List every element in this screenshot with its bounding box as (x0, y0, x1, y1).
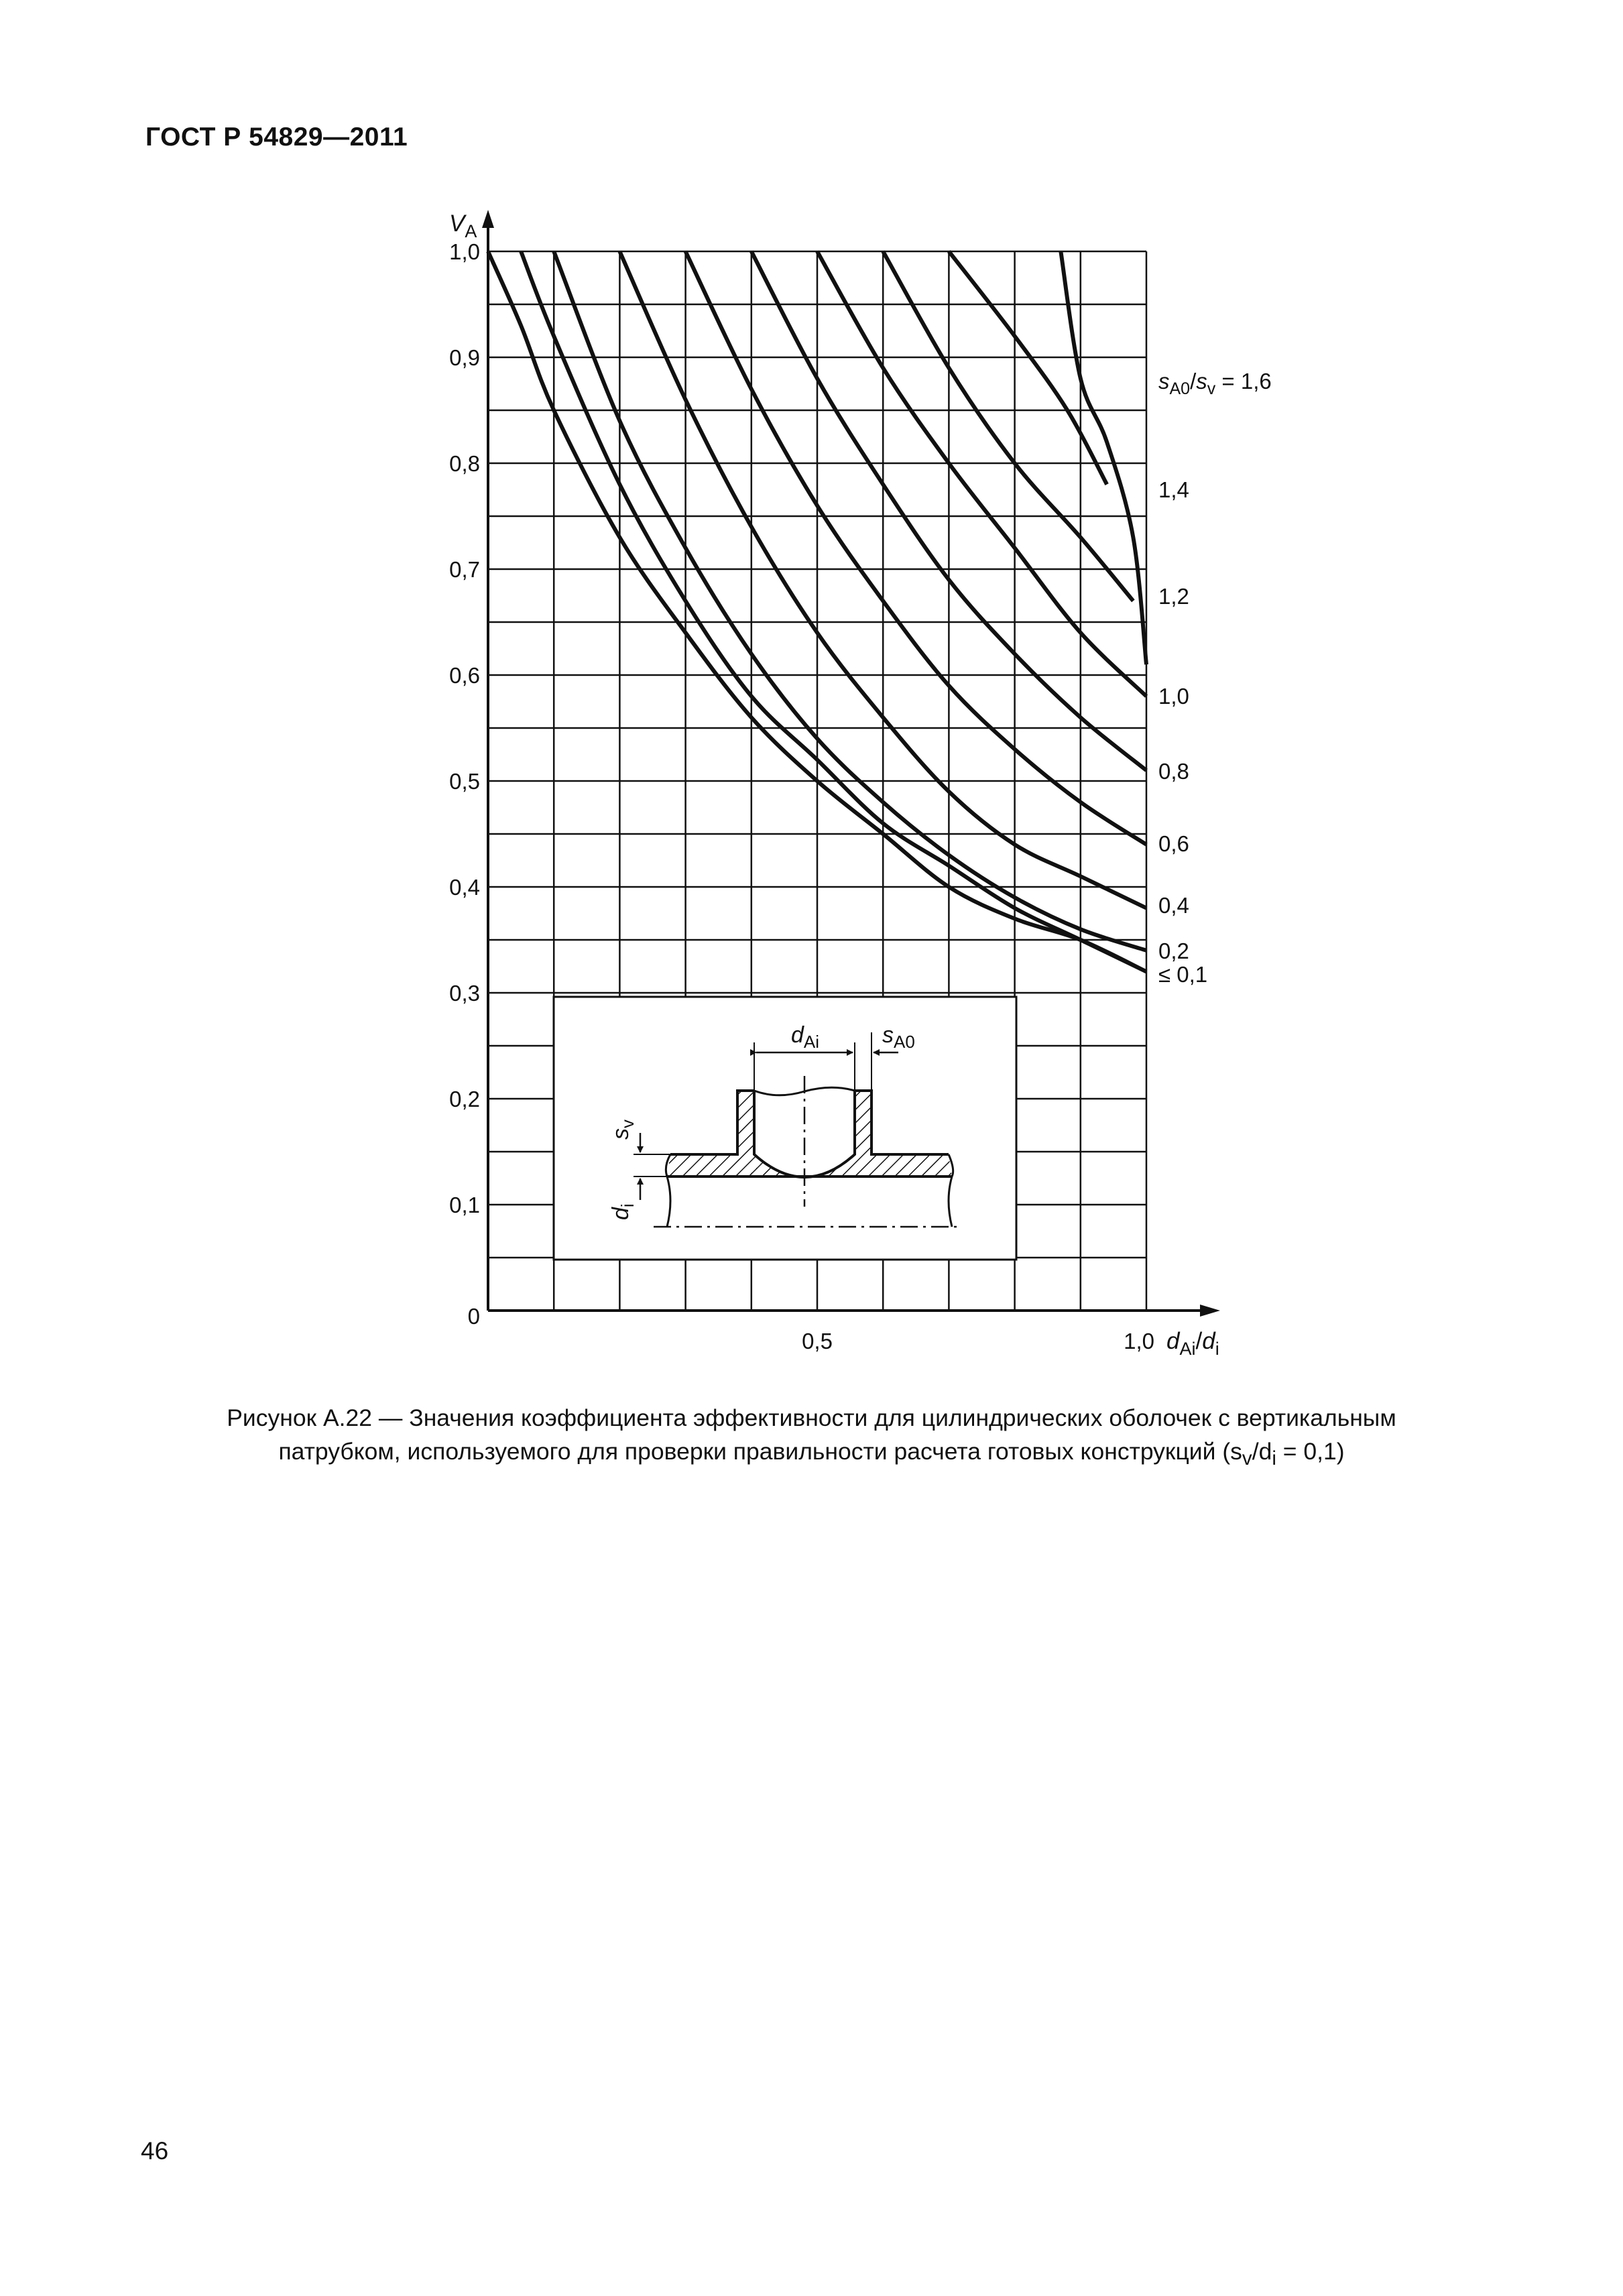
x-tick-label: 1,0 (1124, 1329, 1154, 1353)
curve-series-7 (554, 251, 1146, 951)
y-tick-label: 0,6 (449, 663, 480, 688)
y-tick-label: 0,7 (449, 557, 480, 582)
series-label: $s_{A0}/s_v = 1,6$ (1158, 369, 1272, 398)
y-tick-label: 0,8 (449, 451, 480, 476)
y-tick-label: 0,9 (449, 345, 480, 370)
y-axis-arrow (482, 210, 494, 228)
x-axis-label: $d_{Ai}/d_i$ (1166, 1328, 1219, 1359)
series-label: 0,8 (1158, 759, 1189, 784)
document-header: ГОСТ Р 54829—2011 (145, 123, 408, 152)
curve-series-1 (949, 251, 1107, 485)
y-tick-label: 1,0 (449, 239, 480, 264)
figure-caption (134, 1401, 1489, 1475)
y-tick-label: 0,5 (449, 769, 480, 794)
x-axis-arrow (1200, 1305, 1220, 1317)
caption-line-1: Рисунок А.22 — Значения коэффициента эффективности для цилиндрических оболочек с вертикальным (227, 1404, 1396, 1431)
y-tick-label: 0,2 (449, 1087, 480, 1111)
curve-series-0 (1061, 251, 1146, 664)
series-label: 0,2 (1158, 939, 1189, 963)
label-d-ai: $d_{Ai}$ (791, 1022, 820, 1052)
y-tick-label: 0,4 (449, 875, 480, 900)
caption-line-2: патрубком, используемого для проверки правильности расчета готовых конструкций $(s_v/d_i = 0,1)$ (278, 1438, 1345, 1470)
nozzle-diagram (554, 997, 1016, 1260)
series-label: ≤ 0,1 (1158, 962, 1208, 987)
label-s-a0: $s_{A0}$ (882, 1022, 915, 1052)
series-label: 0,6 (1158, 831, 1189, 856)
label-s-v: $s_v$ (608, 1120, 638, 1140)
label-d-i: $d_i$ (608, 1203, 638, 1220)
y-tick-label: 0,3 (449, 981, 480, 1006)
curve-series-3 (817, 251, 1146, 697)
series-labels (1158, 369, 1272, 987)
page-number: 46 (141, 2137, 169, 2165)
x-tick-label: 0 (467, 1304, 480, 1329)
y-axis-label: $V_A$ (449, 210, 477, 241)
x-tick-label: 0,5 (802, 1329, 833, 1353)
series-label: 1,4 (1158, 477, 1189, 502)
series-label: 0,4 (1158, 893, 1189, 918)
series-label: 1,2 (1158, 584, 1189, 609)
y-tick-label: 0,1 (449, 1193, 480, 1217)
series-label: 1,0 (1158, 684, 1189, 709)
